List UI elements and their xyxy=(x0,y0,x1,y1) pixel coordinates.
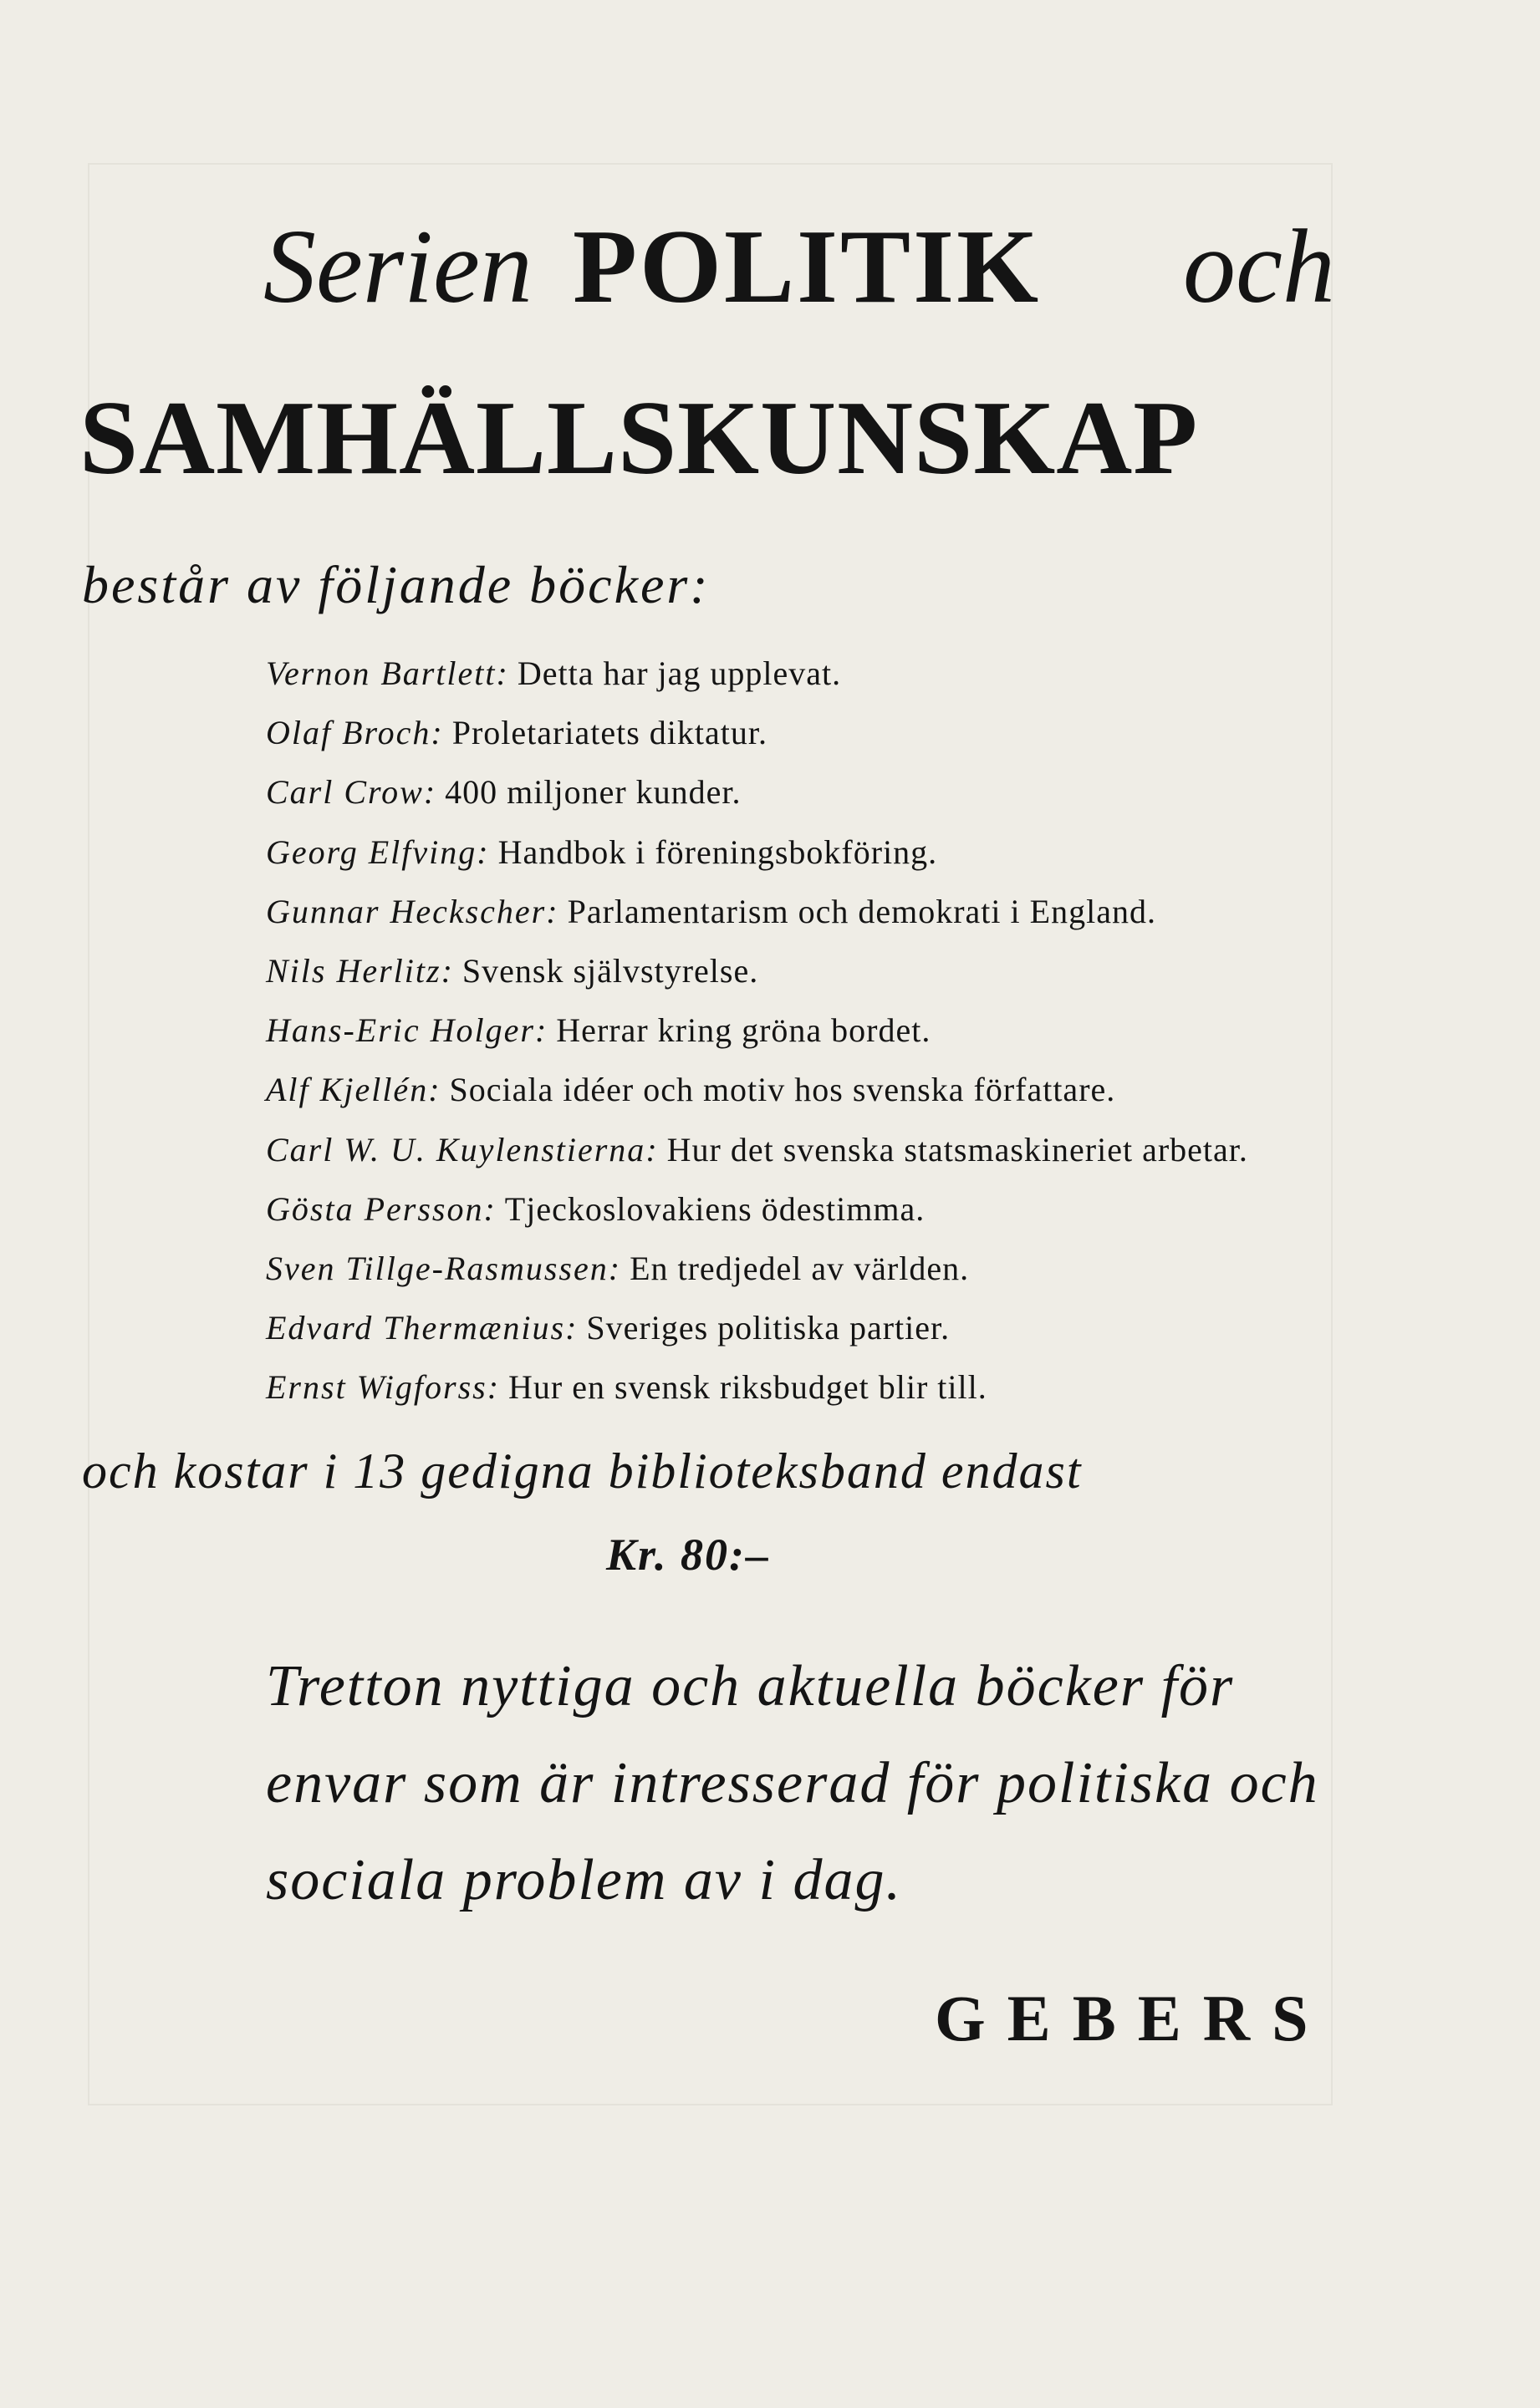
title-politik: POLITIK xyxy=(573,209,1042,325)
book-author: Edvard Thermænius xyxy=(266,1309,566,1347)
tagline-line: envar som är intresserad för politiska och xyxy=(266,1751,1319,1815)
book-separator: : xyxy=(534,1011,557,1050)
book-author: Olaf Broch xyxy=(266,714,431,752)
book-separator: : xyxy=(428,1071,450,1109)
tagline-line: sociala problem av i dag. xyxy=(266,1848,902,1912)
book-list-item xyxy=(266,703,1248,762)
book-title: Proletariatets diktatur. xyxy=(451,714,767,752)
book-list-item xyxy=(266,1298,1248,1357)
publisher-name: GEBERS xyxy=(935,1982,1330,2054)
book-title: Svensk självstyrelse. xyxy=(461,951,759,990)
title-serien: Serien xyxy=(263,209,533,325)
book-list-item xyxy=(266,1179,1248,1239)
book-separator: : xyxy=(431,714,452,752)
book-separator: : xyxy=(483,1189,505,1228)
book-separator: : xyxy=(487,1368,509,1407)
book-title: En tredjedel av världen. xyxy=(630,1249,970,1287)
book-title: Sveriges politiska partier. xyxy=(586,1309,951,1347)
book-author: Nils Herlitz xyxy=(266,951,441,990)
book-list-item xyxy=(266,1239,1248,1298)
book-author: Carl W. U. Kuylenstierna xyxy=(266,1130,646,1168)
book-list-item xyxy=(266,1357,1248,1417)
book-separator: : xyxy=(441,951,462,990)
book-author: Georg Elfving xyxy=(266,832,477,871)
book-separator: : xyxy=(423,773,446,812)
title-line-1 xyxy=(0,201,1540,334)
title-samhallskunskap: SAMHÄLLSKUNSKAP xyxy=(79,380,1199,496)
subtitle: består av följande böcker: xyxy=(82,555,711,614)
book-author: Sven Tillge-Rasmussen xyxy=(266,1249,609,1287)
tagline-line: Tretton nyttiga och aktuella böcker för xyxy=(266,1654,1235,1718)
book-author: Alf Kjellén xyxy=(266,1071,429,1109)
price: Kr. 80:– xyxy=(606,1530,771,1580)
book-separator: : xyxy=(565,1309,587,1347)
book-author: Hans-Eric Holger xyxy=(266,1011,535,1050)
book-author: Ernst Wigforss xyxy=(266,1368,487,1407)
book-title: Herrar kring gröna bordet. xyxy=(556,1011,931,1050)
book-author: Vernon Bartlett xyxy=(266,654,497,692)
book-list-item xyxy=(266,882,1248,941)
book-list-item xyxy=(266,762,1248,822)
book-title: Tjeckoslovakiens ödestimma. xyxy=(504,1189,926,1228)
book-title: Handbok i föreningsbokföring. xyxy=(497,832,938,871)
book-separator: : xyxy=(477,832,498,871)
book-author: Gösta Persson xyxy=(266,1189,484,1228)
title-och: och xyxy=(1183,209,1335,325)
book-separator: : xyxy=(496,654,518,692)
book-list-item xyxy=(266,1060,1248,1119)
book-author: Gunnar Heckscher xyxy=(266,892,547,930)
book-separator: : xyxy=(546,892,568,930)
book-title: Hur det svenska statsmaskineriet arbetar. xyxy=(666,1130,1248,1168)
book-list-item xyxy=(266,941,1248,1000)
book-title: Parlamentarism och demokrati i England. xyxy=(567,892,1156,930)
book-separator: : xyxy=(645,1130,667,1168)
book-separator: : xyxy=(608,1249,630,1287)
book-list-item xyxy=(266,644,1248,703)
price-intro: och kostar i 13 gedigna biblioteksband endast xyxy=(82,1443,1083,1499)
book-title: Detta har jag upplevat. xyxy=(517,654,842,692)
book-title: Sociala idéer och motiv hos svenska författare. xyxy=(449,1071,1116,1109)
tagline xyxy=(266,1638,1353,1929)
book-list xyxy=(266,644,1248,1417)
book-list-item xyxy=(266,1120,1248,1179)
book-list-item xyxy=(266,822,1248,882)
book-list-item xyxy=(266,1000,1248,1060)
book-title: Hur en svensk riksbudget blir till. xyxy=(508,1368,987,1407)
book-author: Carl Crow xyxy=(266,773,424,812)
book-title: 400 miljoner kunder. xyxy=(445,773,742,812)
